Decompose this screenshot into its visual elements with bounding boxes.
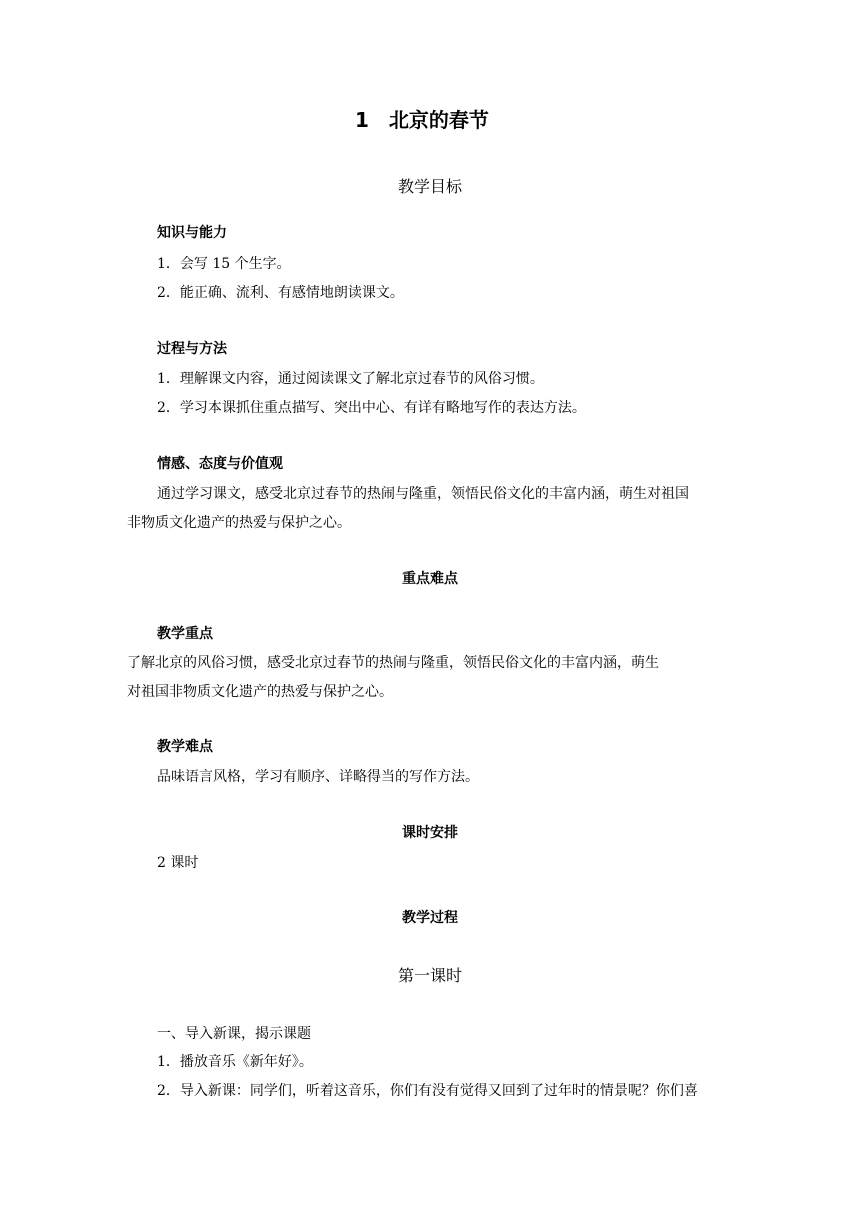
difficult-point-heading: 教学难点 (157, 739, 213, 755)
lesson1-section: 一、导入新课，揭示课题 (157, 1026, 311, 1042)
key-point-line1: 了解北京的风俗习惯，感受北京过春节的热闹与隆重，领悟民俗文化的丰富内涵，萌生 (127, 655, 659, 671)
emotion-heading: 情感、态度与价值观 (157, 456, 283, 472)
knowledge-heading: 知识与能力 (157, 225, 227, 241)
knowledge-item: 1．会写 15 个生字。 (157, 256, 291, 272)
lesson1-heading: 第一课时 (397, 966, 462, 985)
difficult-point-line1: 品味语言风格，学习有顺序、详略得当的写作方法。 (157, 769, 479, 785)
schedule-heading: 课时安排 (402, 825, 458, 841)
process-item: 1．理解课文内容，通过阅读课文了解北京过春节的风俗习惯。 (157, 371, 544, 387)
process-heading: 过程与方法 (157, 341, 227, 357)
goals-heading: 教学目标 (397, 177, 462, 196)
key-heading: 重点难点 (402, 571, 458, 587)
key-point-line2: 对祖国非物质文化遗产的热爱与保护之心。 (127, 684, 393, 700)
document-title: 1 北京的春节 (355, 108, 489, 132)
key-point-heading: 教学重点 (157, 626, 213, 642)
knowledge-item: 2．能正确、流利、有感情地朗读课文。 (157, 285, 404, 301)
emotion-text-line1: 通过学习课文，感受北京过春节的热闹与隆重，领悟民俗文化的丰富内涵，萌生对祖国 (157, 486, 689, 502)
lesson1-item: 1．播放音乐《新年好》。 (157, 1054, 313, 1070)
emotion-text-line2: 非物质文化遗产的热爱与保护之心。 (127, 515, 351, 531)
lesson1-item: 2．导入新课：同学们，听着这音乐，你们有没有觉得又回到了过年时的情景呢？你们喜 (157, 1083, 698, 1099)
process-steps-heading: 教学过程 (402, 910, 458, 926)
process-item: 2．学习本课抓住重点描写、突出中心、有详有略地写作的表达方法。 (157, 400, 586, 416)
schedule-value: 2 课时 (157, 855, 199, 871)
